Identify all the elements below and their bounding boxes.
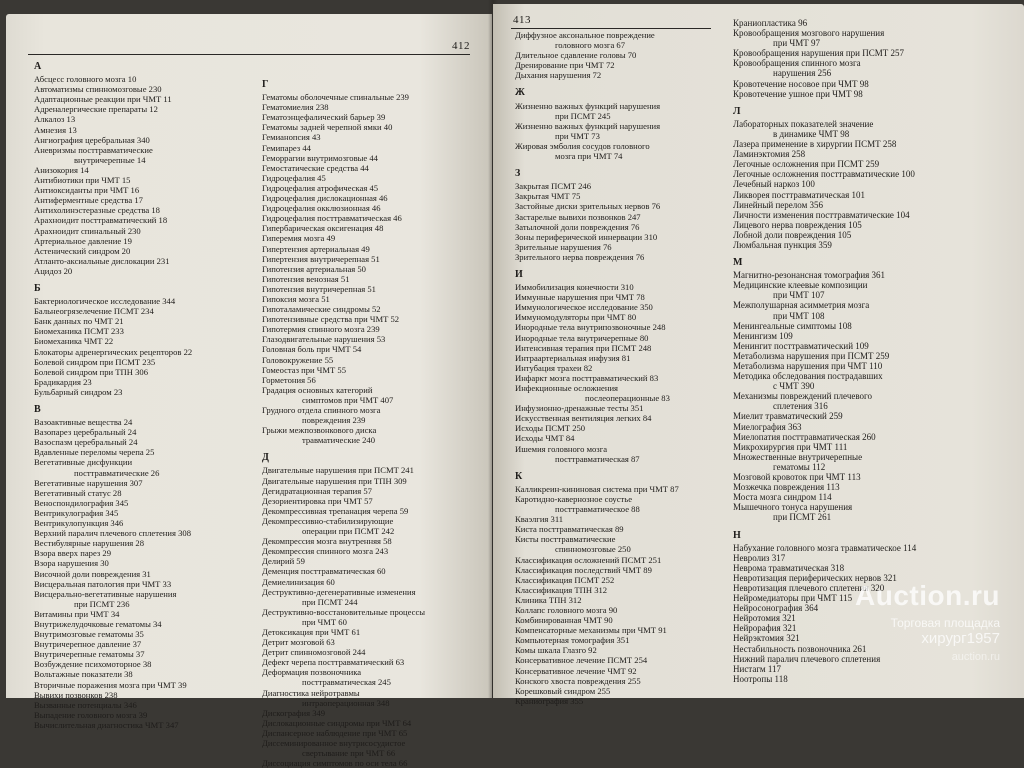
section-letter: Д (262, 452, 269, 464)
index-entry: Кровотечение ушное при ЧМТ 98 (733, 88, 863, 99)
index-entry-continuation: интраоперационная 348 (302, 697, 390, 708)
index-entry: Анизокория 14 (34, 164, 89, 175)
index-entry: Гипертензия артериальная 49 (262, 243, 370, 254)
index-entry: Дискография 349 (262, 707, 326, 718)
index-entry: Классификация последствий ЧМТ 89 (515, 564, 652, 575)
index-entry: Иммунные нарушения при ЧМТ 78 (515, 292, 645, 303)
index-entry-continuation: спинномозговые 250 (555, 544, 631, 555)
index-entry: Метаболизма нарушения при ЧМТ 110 (733, 361, 883, 371)
index-entry: Витамины при ЧМТ 34 (34, 608, 120, 619)
index-entry: Астенический синдром 20 (34, 245, 131, 256)
index-entry: Механизмы повреждений плечевого (733, 391, 872, 402)
index-entry: Вольтажные показатели 38 (34, 669, 133, 680)
index-entry: Арахноидит посттравматический 18 (34, 215, 168, 226)
index-entry-continuation: сплетения 316 (773, 401, 828, 412)
index-entry: Бальнеогрязелечение ПСМТ 234 (34, 306, 154, 317)
index-entry: Взора нарушения 30 (34, 558, 109, 569)
index-entry: Метаболизма нарушения при ПСМТ 259 (733, 350, 890, 361)
index-entry: Вегетативный статус 28 (34, 487, 122, 498)
index-entry: Иммунологическое исследование 350 (515, 302, 653, 313)
index-column (34, 62, 254, 730)
index-entry: Гемипарез 44 (262, 142, 311, 153)
index-entry: Интенсивная терапия при ПСМТ 248 (515, 342, 652, 353)
watermark (855, 580, 1000, 663)
index-entry: Краниография 355 (515, 695, 584, 706)
index-entry: Гидроцефалия окклюзионная 46 (262, 203, 381, 214)
index-entry: Вторичные поражения мозга при ЧМТ 39 (34, 679, 187, 690)
index-entry: Антиферментные средства 17 (34, 195, 143, 206)
section-letter: И (515, 268, 523, 280)
index-entry: Длительное сдавление головы 70 (515, 50, 637, 61)
index-entry: Закрытая ПСМТ 246 (515, 181, 592, 192)
index-entry: Личности изменения посттравматические 104 (733, 209, 910, 220)
index-entry: Интраартериальная инфузия 81 (515, 352, 631, 363)
section-letter: А (34, 61, 42, 72)
section-letter: М (733, 257, 743, 269)
index-entry: Гипотензия венозная 51 (262, 273, 350, 284)
header-rule-left (28, 54, 470, 55)
index-entry: Иммобилизация конечности 310 (515, 282, 634, 293)
index-entry: Классификация осложнений ПСМТ 251 (515, 554, 662, 565)
index-entry: Мышечного тонуса нарушения (733, 502, 853, 513)
index-entry: Киста посттравматическая 89 (515, 524, 624, 535)
index-entry: Инфузионно-дренажные тесты 351 (515, 403, 644, 414)
index-entry: Дислокационные синдромы при ЧМТ 64 (262, 717, 412, 728)
index-entry-continuation: посттравматическая 87 (555, 453, 640, 464)
index-entry: Грудного отдела спинного мозга (262, 405, 381, 415)
index-entry: Головная боль при ЧМТ 54 (262, 344, 362, 355)
index-entry: Кровообращения спинного мозга (733, 58, 861, 69)
index-entry: Бульбарный синдром 23 (34, 386, 123, 397)
index-entry: Ликворея посттравматическая 101 (733, 189, 865, 200)
index-entry: Микрохирургия при ЧМТ 111 (733, 441, 848, 452)
index-entry: Корешковый синдром 255 (515, 685, 611, 696)
index-entry: Деменция посттравматическая 60 (262, 566, 386, 577)
index-entry: Внутрижелудочковые гематомы 34 (34, 618, 162, 629)
index-entry-continuation: при ЧМТ 97 (773, 38, 820, 49)
index-entry: Вентрикулопункция 346 (34, 518, 124, 529)
index-entry: Моста мозга синдром 114 (733, 492, 832, 503)
index-entry: Мозжечка повреждения 113 (733, 482, 840, 493)
index-entry: Горметония 56 (262, 374, 316, 385)
index-entry-continuation: гематомы 112 (773, 461, 826, 472)
index-entry: Гематомиелия 238 (262, 102, 329, 113)
index-entry: Адреналергические препараты 12 (34, 104, 158, 115)
index-entry: Межполушарная асимметрия мозга (733, 300, 870, 311)
index-entry: Декомпрессивно-стабилизирующие (262, 515, 394, 526)
index-entry: Компьютерная томография 351 (515, 635, 630, 646)
index-entry-continuation: при ЧМТ 73 (555, 130, 600, 141)
index-entry: Адаптационные реакции при ЧМТ 11 (34, 94, 172, 105)
index-entry-continuation: при ПСМТ 245 (555, 110, 611, 121)
index-entry: Гипотензия внутричерепная 51 (262, 283, 376, 294)
section-letter: З (515, 168, 521, 180)
index-entry-continuation: внутричерепные 14 (74, 154, 146, 165)
index-entry: Интубация трахеи 82 (515, 362, 593, 373)
index-entry: Вегетативные дисфункции (34, 457, 133, 468)
index-entry-continuation: в динамике ЧМТ 98 (773, 128, 850, 139)
index-entry-continuation: посттравматическая 245 (302, 677, 391, 688)
index-entry: Жизненно важных функций нарушения (515, 100, 661, 111)
index-entry: Гидроцефалия атрофическая 45 (262, 182, 379, 193)
index-entry: Ангиография церебральная 340 (34, 134, 150, 145)
index-entry-continuation: при ПСМТ 236 (74, 598, 130, 609)
index-entry-continuation: при ЧМТ 108 (773, 310, 825, 321)
index-entry: Лабораторных показателей значение (733, 118, 874, 129)
index-entry: Гемианопсия 43 (262, 132, 321, 143)
index-entry: Ацидоз 20 (34, 265, 73, 276)
index-entry: Двигательные нарушения при ТПН 309 (262, 475, 407, 486)
index-entry: Гидроцефалия 45 (262, 172, 326, 183)
index-entry-continuation: посттравматическое 88 (555, 504, 640, 515)
section-letter: Б (34, 282, 41, 294)
index-entry: Вегетативные нарушения 307 (34, 477, 143, 488)
index-entry: Возбуждение психомоторное 38 (34, 659, 152, 670)
index-entry: Гиперемия мозга 49 (262, 233, 336, 244)
index-entry: Миелопатия посттравматическая 260 (733, 431, 876, 442)
index-entry: Закрытая ЧМТ 75 (515, 191, 581, 202)
index-entry: Методика обследования пострадавших (733, 371, 883, 382)
index-entry: Гемостатические средства 44 (262, 162, 369, 173)
index-entry: Магнитно-резонансная томография 361 (733, 270, 886, 281)
index-entry: Кваэлгия 311 (515, 514, 564, 525)
index-entry: Множественные внутричерепные (733, 451, 863, 462)
index-entry: Жировая эмболия сосудов головного (515, 140, 650, 151)
index-entry: Люмбальная пункция 359 (733, 239, 832, 250)
index-entry: Деформация позвоночника (262, 667, 362, 678)
index-entry: Гипербарическая оксигенация 48 (262, 223, 384, 234)
watermark-domain: auction.ru (951, 651, 1000, 663)
index-entry: Гипоталамические синдромы 52 (262, 304, 381, 315)
index-entry: Артериальное давление 19 (34, 235, 132, 246)
index-entry: Диагностика нейротравмы (262, 687, 360, 698)
index-entry: Инородные тела внутричерепные 80 (515, 332, 649, 343)
index-entry: Гидроцефалия посттравматическая 46 (262, 213, 402, 224)
index-entry: Висцерально-вегетативные нарушения (34, 588, 177, 599)
page-number-right: 413 (513, 14, 531, 26)
index-entry: Невролиз 317 (733, 552, 786, 563)
index-entry: Банк данных по ЧМТ 21 (34, 316, 124, 327)
index-entry: Внутричерепное давление 37 (34, 639, 142, 650)
index-entry: Верхний паралич плечевого сплетения 308 (34, 528, 191, 539)
index-entry: Легочные осложнения посттравматические 100 (733, 169, 915, 180)
index-entry: Нейрэктомия 321 (733, 633, 800, 644)
index-entry-continuation: повреждения 239 (302, 415, 366, 426)
index-entry: Вазоактивные вещества 24 (34, 417, 133, 428)
index-entry: Зоны периферической иннервации 310 (515, 231, 658, 242)
index-entry: Взора вверх парез 29 (34, 548, 112, 559)
index-entry: Антихолинэстеразные средства 18 (34, 205, 160, 216)
index-entry: Бактериологическое исследование 344 (34, 296, 176, 307)
index-entry: Консервативное лечение ЧМТ 92 (515, 665, 637, 676)
index-entry: Дегидратационная терапия 57 (262, 485, 372, 496)
index-entry: Нистагм 117 (733, 663, 782, 674)
index-entry: Зрительные нарушения 76 (515, 241, 612, 252)
index-entry: Неврома травматическая 318 (733, 562, 845, 573)
index-entry: Арахноидит спинальный 230 (34, 225, 141, 236)
index-entry: Вывихи позвонков 238 (34, 689, 118, 700)
index-entry: Менингизм 109 (733, 330, 793, 341)
index-entry: Висцеральная патология при ЧМТ 33 (34, 578, 172, 589)
index-entry: Гипотензивные средства при ЧМТ 52 (262, 314, 400, 325)
index-entry: Набухание головного мозга травматическое 114 (733, 542, 917, 553)
index-entry-continuation: при ПСМТ 261 (773, 512, 832, 523)
index-entry: Гематоэнцефалический барьер 39 (262, 112, 386, 123)
index-entry: Автоматизмы спинномозговые 230 (34, 84, 162, 95)
index-entry: Выпадение головного мозга 39 (34, 709, 148, 720)
index-entry: Дефект черепа посттравматический 63 (262, 657, 405, 668)
index-entry: Вазопарез церебральный 24 (34, 427, 137, 438)
section-letter: Н (733, 529, 741, 541)
index-entry: Диспансерное наблюдение при ЧМТ 65 (262, 727, 408, 738)
index-entry: Инфаркт мозга посттравматический 83 (515, 372, 659, 383)
index-entry: Антибиотики при ЧМТ 15 (34, 175, 131, 186)
index-entry-continuation: с ЧМТ 390 (773, 381, 815, 392)
index-entry: Детрит спинномозговой 244 (262, 647, 366, 658)
index-entry: Нейромедиаторы при ЧМТ 115 (733, 593, 853, 604)
index-entry: Ноотропы 118 (733, 673, 788, 684)
index-entry: Абсцесс головного мозга 10 (34, 74, 137, 85)
index-entry: Линейный перелом 356 (733, 199, 824, 210)
index-entry: Внутримозговые гематомы 35 (34, 629, 144, 640)
index-entry: Аневризмы посттравматические (34, 144, 153, 155)
index-entry: Декомпрессивная трепанация черепа 59 (262, 505, 409, 516)
index-entry: Вентрикулография 345 (34, 507, 119, 518)
index-entry: Деструктивно-восстановительные процессы (262, 606, 426, 617)
index-entry-continuation: операции при ПСМТ 242 (302, 526, 395, 537)
index-entry: Кровообращения нарушения при ПСМТ 257 (733, 48, 904, 59)
index-entry: Брадикардия 23 (34, 376, 92, 387)
index-entry: Клиника ТПН 312 (515, 594, 582, 605)
index-entry: Исходы ЧМТ 84 (515, 433, 575, 444)
index-entry: Гомеостаз при ЧМТ 55 (262, 364, 347, 375)
section-letter: Г (262, 79, 269, 90)
index-entry: Декомпрессия мозга внутренняя 58 (262, 536, 392, 547)
index-entry: Кисты посттравматические (515, 534, 616, 545)
section-letter: В (34, 404, 41, 415)
index-entry-continuation: свертывание при ЧМТ 66 (302, 748, 396, 759)
index-entry: Нейросонография 364 (733, 603, 819, 614)
index-entry: Застарелые вывихи позвонков 247 (515, 211, 641, 222)
index-entry: Иммуномодуляторы при ЧМТ 80 (515, 312, 637, 323)
index-entry: Демиелинизация 60 (262, 576, 335, 587)
index-entry: Гематомы оболочечные спинальные 239 (262, 92, 409, 103)
index-entry: Биомеханика ПСМТ 233 (34, 326, 124, 337)
left-page (6, 14, 492, 768)
index-entry: Вестибулярные нарушения 28 (34, 538, 144, 549)
index-entry: Комбинированная ЧМТ 90 (515, 615, 613, 626)
index-entry: Диссеминированное внутрисосудистое (262, 738, 406, 748)
index-entry-continuation: посттравматические 26 (74, 467, 160, 478)
header-rule-right (511, 28, 711, 29)
index-entry: Вдавленные переломы черепа 25 (34, 447, 155, 458)
index-entry: Затылочной доли повреждения 76 (515, 221, 640, 232)
index-column (515, 30, 725, 706)
index-entry: Внутричерепные гематомы 37 (34, 649, 145, 660)
index-entry: Гипотермия спинного мозга 239 (262, 324, 380, 335)
index-entry: Дренирование при ЧМТ 72 (515, 60, 615, 71)
index-entry: Вычислительная диагностика ЧМТ 347 (34, 719, 179, 730)
index-entry: Болевой синдром при ПСМТ 235 (34, 356, 156, 367)
index-entry-continuation: мозга при ЧМТ 74 (555, 151, 623, 162)
index-entry-continuation: при ПСМТ 244 (302, 596, 358, 607)
index-entry: Нестабильность позвоночника 261 (733, 643, 867, 654)
page-number-left: 412 (452, 40, 470, 52)
index-entry: Диффузное аксональное повреждение (515, 30, 655, 40)
index-entry: Геморрагии внутримозговые 44 (262, 152, 378, 163)
index-entry: Искусственная вентиляция легких 84 (515, 413, 652, 424)
index-entry: Нижний паралич плечевого сплетения (733, 653, 881, 664)
index-entry: Дыхания нарушения 72 (515, 70, 602, 81)
index-entry: Гипоксия мозга 51 (262, 293, 330, 304)
index-entry: Гипотензия артериальная 50 (262, 263, 366, 274)
index-entry: Классификация ТПН 312 (515, 584, 608, 595)
index-entry: Градация основных категорий (262, 384, 373, 395)
index-entry: Мозговой кровоток при ЧМТ 113 (733, 472, 861, 483)
index-entry: Медицинские клеевые композиции (733, 280, 868, 291)
index-entry: Глазодвигательные нарушения 53 (262, 334, 386, 345)
index-entry: Дезориентировка при ЧМТ 57 (262, 495, 373, 506)
index-entry: Каротидно-кавернозное соустье (515, 493, 633, 504)
index-entry: Гематомы задней черепной ямки 40 (262, 122, 393, 133)
index-entry: Инородные тела внутрипозвоночные 248 (515, 322, 666, 333)
index-entry-continuation: нарушения 256 (773, 68, 832, 79)
index-entry: Жизненно важных функций нарушения (515, 120, 661, 131)
index-entry: Краниопластика 96 (733, 18, 808, 28)
index-entry: Грыжи межпозвонкового диска (262, 425, 377, 436)
index-entry: Легочные осложнения при ПСМТ 259 (733, 159, 880, 170)
index-entry-continuation: травматические 240 (302, 435, 376, 446)
index-entry: Зрительного нерва повреждения 76 (515, 251, 645, 262)
index-entry: Алкалоз 13 (34, 114, 76, 125)
section-letter: Ж (515, 87, 525, 99)
watermark-brand: Auction.ru (855, 580, 1000, 611)
index-entry: Коллапс головного мозга 90 (515, 604, 618, 615)
index-entry: Детоксикация при ЧМТ 61 (262, 626, 361, 637)
index-entry: Биомеханика ЧМТ 22 (34, 336, 114, 347)
index-entry: Диссоциация симптомов по оси тела 66 (262, 758, 408, 768)
index-entry: Лазера применение в хирургии ПСМТ 258 (733, 139, 897, 150)
index-entry: Деструктивно-дегенеративные изменения (262, 586, 416, 597)
index-entry: Детрит мозговой 63 (262, 637, 335, 648)
index-entry: Застойные диски зрительных нервов 76 (515, 201, 661, 212)
index-entry: Головокружение 55 (262, 354, 334, 365)
index-column (262, 80, 477, 768)
index-entry: Кровообращения мозгового нарушения (733, 28, 885, 39)
index-entry: Лечебный наркоз 100 (733, 179, 815, 190)
index-entry: Антиоксиданты при ЧМТ 16 (34, 185, 140, 196)
index-entry: Менингеальные симптомы 108 (733, 320, 852, 331)
index-entry: Височной доли повреждения 31 (34, 568, 151, 579)
index-entry: Ишемия головного мозга (515, 443, 608, 454)
index-entry: Классификация ПСМТ 252 (515, 574, 615, 585)
index-entry: Консервативное лечение ПСМТ 254 (515, 655, 648, 666)
index-entry: Гипертензия внутричерепная 51 (262, 253, 380, 264)
index-entry-continuation: симптомов при ЧМТ 407 (302, 394, 394, 405)
index-entry: Болевой синдром при ТПН 306 (34, 366, 149, 377)
index-entry: Нейротомия 321 (733, 613, 796, 624)
index-entry: Атланто-аксиальные дислокации 231 (34, 255, 170, 266)
index-entry-continuation: головного мозга 67 (555, 40, 626, 51)
index-entry: Вызванные потенциалы 346 (34, 699, 137, 710)
index-entry: Невротизация плечевого сплетения 320 (733, 582, 885, 593)
index-entry-continuation: при ЧМТ 107 (773, 290, 825, 301)
index-entry: Миелит травматический 259 (733, 411, 843, 422)
index-entry: Декомпрессия спинного мозга 243 (262, 546, 389, 557)
section-letter: К (515, 470, 523, 482)
index-entry: Миелография 363 (733, 421, 802, 432)
section-letter: Л (733, 105, 741, 117)
index-entry-continuation: послеоперационные 83 (585, 393, 670, 404)
index-entry: Веноспондилография 345 (34, 497, 129, 508)
index-entry: Делирий 59 (262, 556, 305, 567)
index-entry: Двигательные нарушения при ПСМТ 241 (262, 465, 414, 476)
index-entry: Гидроцефалия дислокационная 46 (262, 193, 388, 204)
watermark-user: хирург1957 (921, 630, 1000, 647)
index-entry: Лицевого нерва повреждения 105 (733, 219, 862, 230)
index-entry: Амнезия 13 (34, 124, 77, 135)
index-entry: Компенсаторные механизмы при ЧМТ 91 (515, 625, 667, 636)
index-entry: Ламинэктомия 258 (733, 149, 806, 160)
index-entry: Инфекционные осложнения (515, 383, 618, 393)
index-entry: Нейрорафия 321 (733, 623, 797, 634)
index-entry: Менингит посттравматический 109 (733, 340, 869, 351)
index-entry: Исходы ПСМТ 250 (515, 423, 586, 434)
index-entry: Кровотечение носовое при ЧМТ 98 (733, 78, 869, 89)
index-entry: Лобной доли повреждения 105 (733, 229, 852, 240)
index-entry: Вазоспазм церебральный 24 (34, 437, 138, 448)
index-entry: Невротизация периферических нервов 321 (733, 572, 897, 583)
watermark-subtitle: Торговая площадка (890, 616, 1000, 630)
index-entry: Калликреин-кининовая система при ЧМТ 87 (515, 483, 679, 494)
index-entry-continuation: при ЧМТ 60 (302, 616, 347, 627)
index-entry: Конского хвоста повреждения 255 (515, 675, 641, 686)
index-entry: Комы шкала Глазго 92 (515, 645, 597, 656)
index-entry: Блокаторы адренергических рецепторов 22 (34, 346, 193, 357)
